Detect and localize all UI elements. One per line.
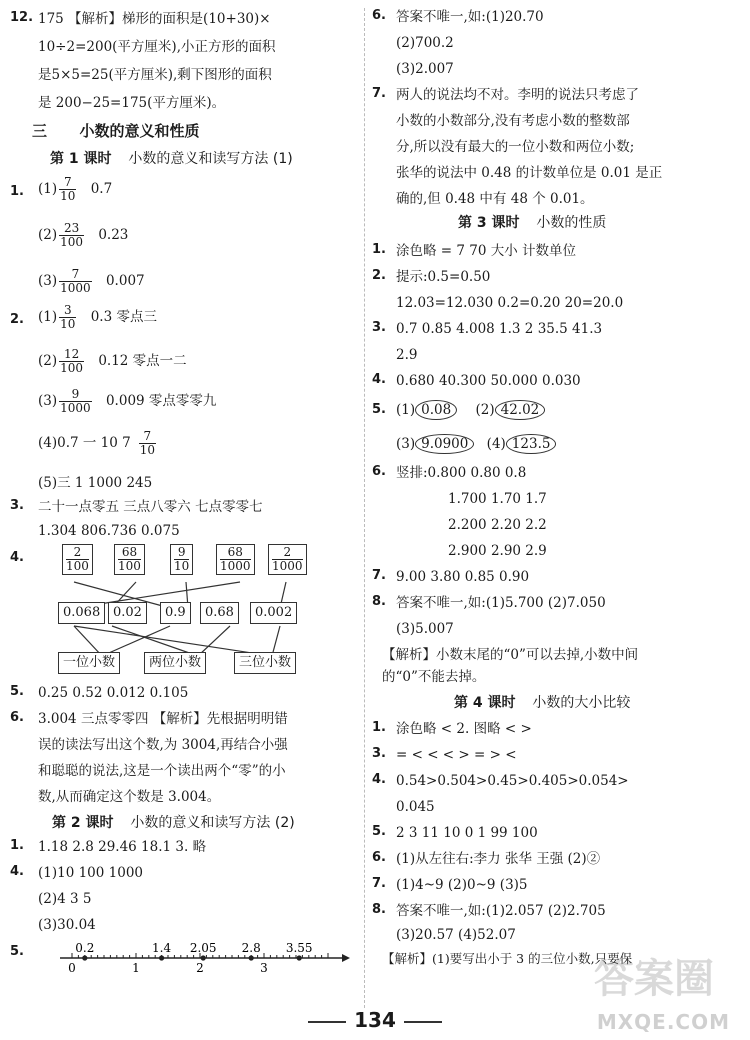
number-line — [50, 938, 350, 974]
lesson1-title: 小数的意义和读写方法 (1) — [128, 151, 293, 167]
number-line-arrow — [342, 954, 350, 962]
q2-4-fraction: $\frac{7}{10}$ — [139, 429, 156, 457]
s3-line1: 0.7 0.85 4.008 1.3 2 35.5 41.3 — [396, 321, 603, 337]
lesson3-label: 第 3 课时 — [458, 215, 520, 231]
r7-line2: 小数的小数部分,没有考虑小数的整数部 — [396, 113, 630, 129]
section-title: 小数的意义和性质 — [79, 122, 200, 140]
lesson1-heading — [50, 150, 293, 168]
t4-number: 4. — [372, 772, 386, 787]
number-line-point-label: 1.4 — [152, 941, 172, 955]
page-number-right-dash — [404, 1021, 442, 1023]
q1-2-fraction: $\frac{23}{100}$ — [60, 221, 84, 249]
q3-line2: 1.304 806.736 0.075 — [38, 523, 180, 539]
r7-line1: 两人的说法均不对。李明的说法只考虑了 — [396, 87, 639, 103]
r6-line1: 答案不唯一,如:(1)20.70 — [396, 9, 544, 25]
number-line-tick-label: 3 — [260, 961, 268, 974]
q1-item3: (3) $\frac{7}{1000}$ 0.007 — [38, 267, 145, 295]
t7-number: 7. — [372, 876, 386, 891]
q12-line4: 是 200−25=175(平方厘米)。 — [38, 95, 226, 111]
q1-number: 1. — [10, 184, 24, 199]
l2q4-number: 4. — [10, 864, 24, 879]
l2q4-line2: (2)4 3 5 — [38, 891, 92, 907]
page-number-text: 134 — [354, 1008, 396, 1032]
number-line-tick-label: 0 — [68, 961, 76, 974]
s8-line1: 答案不唯一,如:(1)5.700 (2)7.050 — [396, 595, 606, 611]
q12-number: 12. — [10, 10, 34, 25]
l2q4-line1: (1)10 100 1000 — [38, 865, 144, 881]
lesson1-label: 第 1 课时 — [50, 151, 112, 167]
q4-bottom-box-1: 一位小数 — [58, 652, 120, 674]
s8-number: 8. — [372, 594, 386, 609]
s4-text: 0.680 40.300 50.000 0.030 — [396, 373, 581, 389]
column-divider — [364, 8, 365, 1008]
s5-row2: (3) 9.0900 (4) 123.5 — [396, 434, 556, 454]
q6-line1: 3.004 三点零零四 【解析】先根据明明错 — [38, 711, 288, 727]
q1-item2: (2) $\frac{23}{100}$ 0.23 — [38, 221, 129, 249]
lesson2-title: 小数的意义和读写方法 (2) — [130, 815, 295, 831]
q4-top-box-2: 68 100 — [114, 544, 145, 575]
number-line-point — [201, 955, 206, 960]
r7-line5: 确的,但 0.48 中有 48 个 0.01。 — [396, 191, 594, 207]
q4-top-box-4: 68 1000 — [216, 544, 255, 575]
q2-1-fraction: $\frac{3}{10}$ — [60, 303, 76, 331]
t3-number: 3. — [372, 746, 386, 761]
q4-top-box-1: 2 100 — [62, 544, 93, 575]
watermark-logo: 答案圈 — [594, 956, 714, 1002]
s8-line4: 的“0”不能去掉。 — [382, 669, 486, 685]
t8-line2: (3)20.57 (4)52.07 — [396, 927, 516, 943]
lesson4-label: 第 4 课时 — [454, 695, 516, 711]
s5-circled-4: 123.5 — [506, 434, 557, 454]
s2-number: 2. — [372, 268, 386, 283]
number-line-tick-label: 2 — [196, 961, 204, 974]
watermark-text: MXQE.COM — [596, 1010, 730, 1034]
l2q1-text: 1.18 2.8 29.46 18.1 3. 略 — [38, 839, 207, 855]
s6-line2: 1.700 1.70 1.7 — [448, 491, 547, 507]
s3-number: 3. — [372, 320, 386, 335]
lesson4-title: 小数的大小比较 — [532, 695, 631, 711]
t5-text: 2 3 11 10 0 1 99 100 — [396, 825, 538, 841]
q2-item5: (5)三 1 1000 245 — [38, 475, 153, 491]
q1-1-fraction: $\frac{7}{10}$ — [60, 175, 76, 203]
s1-text: 涂色略 = 7 70 大小 计数单位 — [396, 243, 577, 259]
t8-line1: 答案不唯一,如:(1)2.057 (2)2.705 — [396, 903, 606, 919]
s7-text: 9.00 3.80 0.85 0.90 — [396, 569, 530, 585]
s3-line2: 2.9 — [396, 347, 418, 363]
q4-mid-box-1: 0.068 — [58, 602, 105, 624]
q4-number: 4. — [10, 550, 24, 565]
s6-line1: 竖排:0.800 0.80 0.8 — [396, 465, 527, 481]
number-line-tick-label: 1 — [132, 961, 140, 974]
r7-line4: 张华的说法中 0.48 的计数单位是 0.01 是正 — [396, 165, 663, 181]
t8-number: 8. — [372, 902, 386, 917]
q2-4-text: (4)0.7 一 10 7 — [38, 435, 131, 451]
q2-3-fraction: $\frac{9}{1000}$ — [60, 387, 91, 415]
r6-number: 6. — [372, 8, 386, 23]
r6-line3: (3)2.007 — [396, 61, 454, 77]
s2-line1: 提示:0.5=0.50 — [396, 269, 491, 285]
r7-line3: 分,所以没有最大的一位小数和两位小数; — [396, 139, 635, 155]
s8-line3: 【解析】小数末尾的“0”可以去掉,小数中间 — [382, 647, 639, 663]
t3-text: = < < < > = > < — [396, 747, 517, 763]
q4-bottom-box-2: 两位小数 — [144, 652, 206, 674]
s5-circled-2: 42.02 — [495, 400, 546, 420]
t1-text: 涂色略 < 2. 图略 < > — [396, 721, 532, 737]
q2-number: 2. — [10, 312, 24, 327]
t8-line3: 【解析】(1)要写出小于 3 的三位小数,只要保 — [382, 951, 633, 966]
q1-3-value: 0.007 — [105, 273, 145, 289]
t4-line2: 0.045 — [396, 799, 435, 815]
q4-top-box-5: 2 1000 — [268, 544, 307, 575]
s6-line3: 2.200 2.20 2.2 — [448, 517, 547, 533]
q6-line2: 误的读法写出这个数,为 3004,再结合小强 — [38, 737, 288, 753]
s2-line2: 12.03=12.030 0.2=0.20 20=20.0 — [396, 295, 624, 311]
lesson3-heading — [458, 214, 606, 232]
s6-number: 6. — [372, 464, 386, 479]
q6-number: 6. — [10, 710, 24, 725]
number-line-point-label: 2.05 — [189, 941, 217, 955]
lesson2-heading — [52, 814, 295, 832]
q2-item3: (3) $\frac{9}{1000}$ 0.009 零点零零九 — [38, 387, 217, 415]
section-number: 三 — [32, 122, 48, 140]
s6-line4: 2.900 2.90 2.9 — [448, 543, 547, 559]
q6-line4: 数,从而确定这个数是 3.004。 — [38, 789, 221, 805]
number-line-point — [82, 955, 87, 960]
t6-number: 6. — [372, 850, 386, 865]
q4-top-box-3: 9 10 — [170, 544, 193, 575]
number-line-point — [159, 955, 164, 960]
number-line-point-label: 0.2 — [75, 941, 95, 955]
q4-bottom-box-3: 三位小数 — [234, 652, 296, 674]
q2-item2: (2) $\frac{12}{100}$ 0.12 零点一二 — [38, 347, 187, 375]
q5-number: 5. — [10, 684, 24, 699]
t5-number: 5. — [372, 824, 386, 839]
q4-mid-box-3: 0.9 — [160, 602, 191, 624]
q2-3-value: 0.009 零点零零九 — [105, 393, 217, 409]
q4-mid-box-2: 0.02 — [108, 602, 147, 624]
q2-2-fraction: $\frac{12}{100}$ — [60, 347, 84, 375]
s8-line2: (3)5.007 — [396, 621, 454, 637]
r7-number: 7. — [372, 86, 386, 101]
lesson2-label: 第 2 课时 — [52, 815, 114, 831]
q12-line3: 是5×5=25(平方厘米),剩下图形的面积 — [38, 67, 272, 83]
q1-1-value: 0.7 — [90, 181, 113, 197]
q4-mid-box-4: 0.68 — [200, 602, 239, 624]
s4-number: 4. — [372, 372, 386, 387]
q1-2-value: 0.23 — [98, 227, 129, 243]
q2-2-value: 0.12 零点一二 — [98, 353, 187, 369]
section-heading — [32, 122, 200, 140]
q6-line3: 和聪聪的说法,这是一个读出两个“零”的小 — [38, 763, 286, 779]
number-line-point — [249, 955, 254, 960]
t6-text: (1)从左往右:李力 张华 王强 (2)② — [396, 851, 601, 867]
t1-number: 1. — [372, 720, 386, 735]
s5-circled-3: 9.0900 — [415, 434, 474, 454]
q5-text: 0.25 0.52 0.012 0.105 — [38, 685, 189, 701]
lesson3-title: 小数的性质 — [536, 215, 607, 231]
page-number-left-dash — [308, 1021, 346, 1023]
number-line-point — [297, 955, 302, 960]
s5-number: 5. — [372, 402, 386, 417]
number-line-point-label: 2.8 — [241, 941, 261, 955]
q12-line2: 10÷2=200(平方厘米),小正方形的面积 — [38, 39, 276, 55]
q2-item4 — [38, 430, 158, 457]
q1-3-fraction: $\frac{7}{1000}$ — [60, 267, 91, 295]
s5-row1: (1) 0.08 (2) 42.02 — [396, 400, 545, 420]
s5-circled-1: 0.08 — [415, 400, 457, 420]
lesson4-heading — [454, 694, 630, 712]
t4-line1: 0.54>0.504>0.45>0.405>0.054> — [396, 773, 629, 789]
q2-item1: (1) $\frac{3}{10}$ 0.3 零点三 — [38, 303, 157, 331]
s1-number: 1. — [372, 242, 386, 257]
q4-mid-box-5: 0.002 — [250, 602, 297, 624]
r6-line2: (2)700.2 — [396, 35, 454, 51]
l2q1-number: 1. — [10, 838, 24, 853]
number-line-point-label: 3.55 — [285, 941, 313, 955]
q3-number: 3. — [10, 498, 24, 513]
s7-number: 7. — [372, 568, 386, 583]
q12-line1: 175 【解析】梯形的面积是(10+30)× — [38, 11, 271, 27]
t7-text: (1)4~9 (2)0~9 (3)5 — [396, 877, 528, 893]
l2q4-line3: (3)30.04 — [38, 917, 96, 933]
q2-1-value: 0.3 零点三 — [90, 309, 157, 325]
q1-1-prefix: (1) — [38, 181, 58, 197]
l2q5-number: 5. — [10, 944, 24, 959]
q1-item1 — [38, 176, 112, 203]
q3-line1: 二十一点零五 三点八零六 七点零零七 — [38, 499, 263, 515]
